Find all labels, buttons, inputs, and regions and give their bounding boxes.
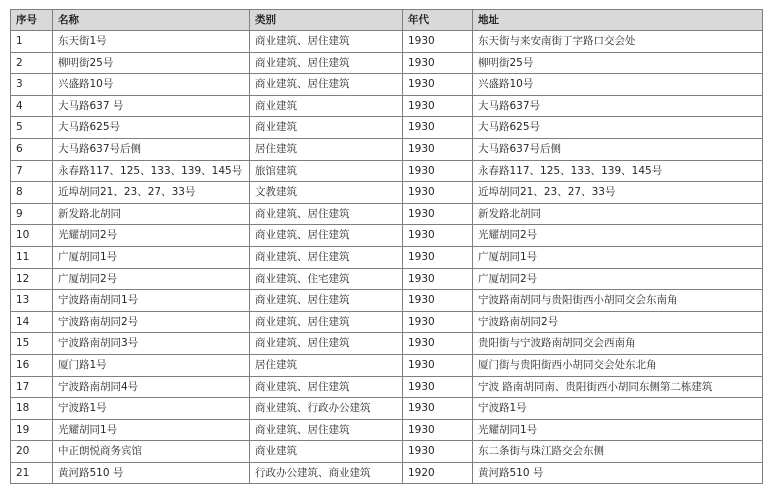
- cell-name: 东天街1号: [53, 31, 250, 53]
- table-row: [11, 31, 763, 53]
- cell-address: 大马路637号: [473, 95, 763, 117]
- table-row: [11, 290, 763, 312]
- cell-index: 5: [11, 117, 53, 139]
- table-row: [11, 441, 763, 463]
- table-row: [11, 246, 763, 268]
- cell-category: 商业建筑、居住建筑: [250, 419, 403, 441]
- table-row: [11, 225, 763, 247]
- table-row: [11, 74, 763, 96]
- cell-name: 广厦胡同2号: [53, 268, 250, 290]
- cell-address: 近埠胡同21、23、27、33号: [473, 182, 763, 204]
- cell-index: 11: [11, 246, 53, 268]
- cell-category: 商业建筑、居住建筑: [250, 376, 403, 398]
- cell-era: 1930: [403, 268, 473, 290]
- cell-name: 大马路625号: [53, 117, 250, 139]
- table-header: [11, 10, 763, 31]
- header-cell-category: 类别: [250, 10, 403, 31]
- cell-index: 3: [11, 74, 53, 96]
- cell-address: 兴盛路10号: [473, 74, 763, 96]
- cell-era: 1930: [403, 376, 473, 398]
- cell-index: 8: [11, 182, 53, 204]
- table-row: [11, 160, 763, 182]
- cell-category: 商业建筑: [250, 117, 403, 139]
- cell-index: 20: [11, 441, 53, 463]
- cell-address: 柳明街25号: [473, 52, 763, 74]
- table-row: [11, 138, 763, 160]
- cell-era: 1930: [403, 182, 473, 204]
- header-cell-address: 地址: [473, 10, 763, 31]
- cell-era: 1930: [403, 117, 473, 139]
- buildings-table-container: [10, 9, 762, 484]
- header-cell-name: 名称: [53, 10, 250, 31]
- cell-category: 旅馆建筑: [250, 160, 403, 182]
- cell-era: 1930: [403, 441, 473, 463]
- cell-era: 1930: [403, 160, 473, 182]
- cell-era: 1930: [403, 354, 473, 376]
- cell-category: 商业建筑、居住建筑: [250, 52, 403, 74]
- cell-address: 厦门街与贵阳街西小胡同交会处东北角: [473, 354, 763, 376]
- cell-index: 15: [11, 333, 53, 355]
- cell-category: 商业建筑、居住建筑: [250, 225, 403, 247]
- cell-address: 黄河路510 号: [473, 462, 763, 484]
- cell-era: 1930: [403, 95, 473, 117]
- cell-index: 6: [11, 138, 53, 160]
- cell-index: 4: [11, 95, 53, 117]
- cell-address: 光耀胡同2号: [473, 225, 763, 247]
- cell-index: 21: [11, 462, 53, 484]
- table-row: [11, 95, 763, 117]
- cell-address: 宁波路南胡同2号: [473, 311, 763, 333]
- cell-category: 商业建筑: [250, 95, 403, 117]
- cell-name: 兴盛路10号: [53, 74, 250, 96]
- table-row: [11, 182, 763, 204]
- cell-index: 18: [11, 398, 53, 420]
- cell-address: 大马路625号: [473, 117, 763, 139]
- cell-era: 1930: [403, 225, 473, 247]
- cell-name: 广厦胡同1号: [53, 246, 250, 268]
- cell-address: 永春路117、125、133、139、145号: [473, 160, 763, 182]
- table-body: [11, 31, 763, 484]
- cell-category: 商业建筑: [250, 441, 403, 463]
- cell-name: 新发路北胡同: [53, 203, 250, 225]
- cell-name: 光耀胡同2号: [53, 225, 250, 247]
- cell-index: 19: [11, 419, 53, 441]
- table-row: [11, 398, 763, 420]
- cell-era: 1930: [403, 74, 473, 96]
- cell-index: 17: [11, 376, 53, 398]
- cell-address: 东天街与来安南街丁字路口交会处: [473, 31, 763, 53]
- cell-category: 商业建筑、居住建筑: [250, 290, 403, 312]
- cell-category: 商业建筑、住宅建筑: [250, 268, 403, 290]
- cell-era: 1930: [403, 138, 473, 160]
- cell-name: 永春路117、125、133、139、145号: [53, 160, 250, 182]
- cell-category: 居住建筑: [250, 138, 403, 160]
- cell-index: 12: [11, 268, 53, 290]
- cell-index: 10: [11, 225, 53, 247]
- cell-era: 1930: [403, 203, 473, 225]
- cell-address: 贵阳街与宁波路南胡同交会西南角: [473, 333, 763, 355]
- table-row: [11, 354, 763, 376]
- cell-name: 厦门路1号: [53, 354, 250, 376]
- cell-era: 1920: [403, 462, 473, 484]
- cell-category: 商业建筑、居住建筑: [250, 31, 403, 53]
- cell-name: 黄河路510 号: [53, 462, 250, 484]
- table-row: [11, 268, 763, 290]
- cell-address: 宁波 路南胡同南、贵阳街西小胡同东侧第二栋建筑: [473, 376, 763, 398]
- cell-index: 7: [11, 160, 53, 182]
- cell-era: 1930: [403, 246, 473, 268]
- cell-address: 宁波路1号: [473, 398, 763, 420]
- cell-era: 1930: [403, 398, 473, 420]
- cell-index: 16: [11, 354, 53, 376]
- cell-category: 商业建筑、行政办公建筑: [250, 398, 403, 420]
- table-row: [11, 419, 763, 441]
- cell-name: 柳明街25号: [53, 52, 250, 74]
- table-row: [11, 333, 763, 355]
- cell-address: 新发路北胡同: [473, 203, 763, 225]
- cell-name: 光耀胡同1号: [53, 419, 250, 441]
- cell-category: 居住建筑: [250, 354, 403, 376]
- cell-name: 中正朗悦商务宾馆: [53, 441, 250, 463]
- cell-category: 商业建筑、居住建筑: [250, 203, 403, 225]
- cell-era: 1930: [403, 311, 473, 333]
- header-cell-era: 年代: [403, 10, 473, 31]
- cell-name: 宁波路1号: [53, 398, 250, 420]
- cell-name: 大马路637 号: [53, 95, 250, 117]
- table-row: [11, 311, 763, 333]
- cell-address: 东二条街与珠江路交会东侧: [473, 441, 763, 463]
- cell-index: 14: [11, 311, 53, 333]
- table-row: [11, 462, 763, 484]
- cell-name: 宁波路南胡同4号: [53, 376, 250, 398]
- cell-category: 商业建筑、居住建筑: [250, 311, 403, 333]
- cell-category: 商业建筑、居住建筑: [250, 74, 403, 96]
- cell-era: 1930: [403, 419, 473, 441]
- cell-era: 1930: [403, 333, 473, 355]
- table-row: [11, 117, 763, 139]
- cell-name: 宁波路南胡同3号: [53, 333, 250, 355]
- cell-address: 大马路637号后侧: [473, 138, 763, 160]
- cell-index: 1: [11, 31, 53, 53]
- cell-name: 大马路637号后侧: [53, 138, 250, 160]
- cell-address: 宁波路南胡同与贵阳街西小胡同交会东南角: [473, 290, 763, 312]
- cell-category: 文教建筑: [250, 182, 403, 204]
- table-row: [11, 376, 763, 398]
- cell-name: 近埠胡同21、23、27、33号: [53, 182, 250, 204]
- table-row: [11, 203, 763, 225]
- header-cell-index: 序号: [11, 10, 53, 31]
- cell-era: 1930: [403, 290, 473, 312]
- buildings-table: [10, 9, 763, 484]
- cell-address: 广厦胡同1号: [473, 246, 763, 268]
- cell-address: 光耀胡同1号: [473, 419, 763, 441]
- cell-index: 9: [11, 203, 53, 225]
- cell-address: 广厦胡同2号: [473, 268, 763, 290]
- cell-name: 宁波路南胡同1号: [53, 290, 250, 312]
- header-row: [11, 10, 763, 31]
- cell-category: 行政办公建筑、商业建筑: [250, 462, 403, 484]
- cell-index: 13: [11, 290, 53, 312]
- cell-index: 2: [11, 52, 53, 74]
- table-row: [11, 52, 763, 74]
- cell-category: 商业建筑、居住建筑: [250, 246, 403, 268]
- cell-category: 商业建筑、居住建筑: [250, 333, 403, 355]
- cell-name: 宁波路南胡同2号: [53, 311, 250, 333]
- cell-era: 1930: [403, 31, 473, 53]
- cell-era: 1930: [403, 52, 473, 74]
